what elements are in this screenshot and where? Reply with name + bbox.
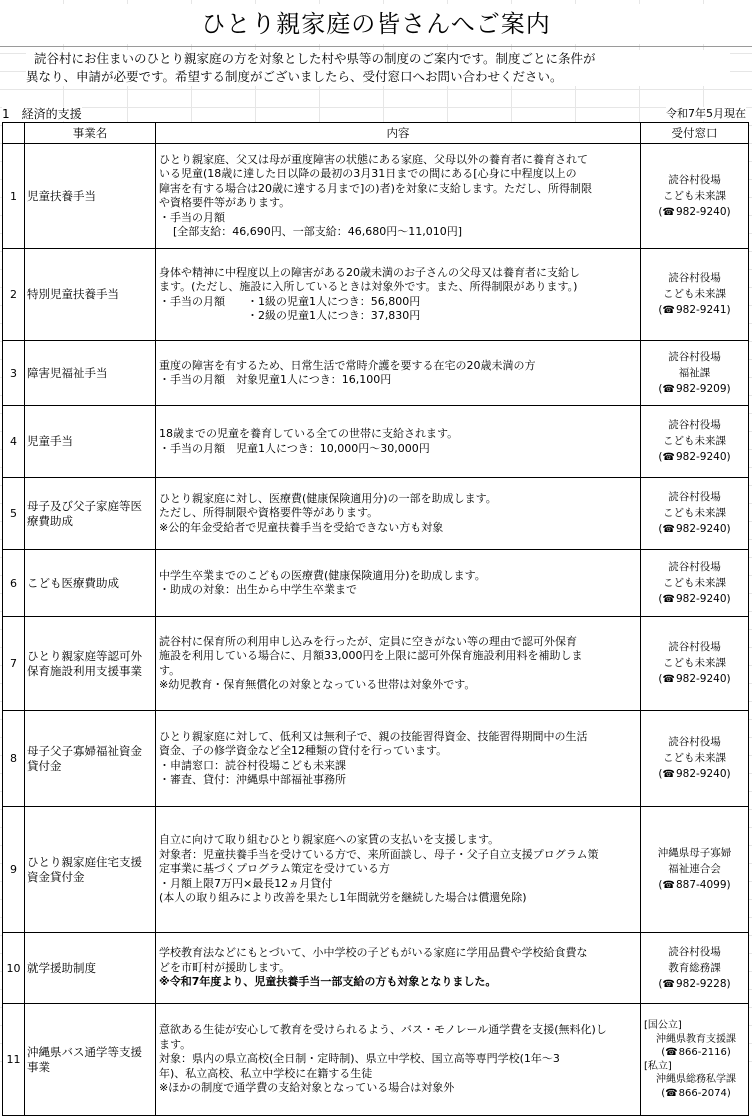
office-line: 読谷村役場 xyxy=(668,736,721,748)
content-line: 自立に向けて取り組むひとり親家庭への家賃の支払いを支援します。 xyxy=(159,833,500,847)
table-row xyxy=(3,711,749,807)
phone-icon: ☎ xyxy=(665,1047,678,1058)
office-info xyxy=(641,550,749,617)
content-line: 18歳までの児童を養育している全ての世帯に支給されます。 xyxy=(159,427,459,440)
content-line: ひとり親家庭に対し、医療費(健康保険適用分)の一部を助成します。 xyxy=(159,491,497,505)
header-office: 受付窓口 xyxy=(641,123,749,144)
table-row xyxy=(3,341,749,406)
row-number: 5 xyxy=(3,478,25,550)
content-line: どを市町村が援助します。 xyxy=(159,960,291,974)
content-line: 対象：県内の県立高校(全日制・定時制)、県立中学校、国立高等専門学校(1年～3 xyxy=(159,1052,560,1066)
table-row xyxy=(3,933,749,1004)
header-num xyxy=(3,123,25,144)
phone-number: 982-9209 xyxy=(675,382,727,395)
row-number: 2 xyxy=(3,249,25,341)
program-name: ひとり親家庭住宅支援資金貸付金 xyxy=(25,807,156,933)
phone-icon: ☎ xyxy=(662,674,675,685)
office-line: こども未来課 xyxy=(663,657,726,669)
content-line: や資格要件等があります。 xyxy=(159,196,291,209)
content-line: 障害を有する場合は20歳に達する月まで]の)者)を対象に支給します。ただし、所得制限 xyxy=(159,181,592,195)
content-line: ・審査、貸付：沖縄県中部福祉事務所 xyxy=(159,773,346,786)
content-line: いる児童(18歳に達した日以降の最初の3月31日までの間にある[心身に中程度以上の xyxy=(159,167,577,180)
content-line: 対象者：児童扶養手当を受けている方で、来所面談し、母子・父子自立支援プログラム策 xyxy=(159,847,599,861)
table-body xyxy=(3,144,749,1116)
office-phone: (☎982-9240) xyxy=(641,766,748,783)
phone-icon: ☎ xyxy=(662,769,675,780)
office-line: 読谷村役場 xyxy=(668,272,721,284)
program-name: 児童扶養手当 xyxy=(25,144,156,249)
row-number: 8 xyxy=(3,711,25,807)
content-line: ・2級の児童1人につき：37,830円 xyxy=(247,309,421,322)
office-phone: (☎982-9240) xyxy=(641,449,748,466)
program-name: 障害児福祉手当 xyxy=(25,341,156,406)
table-row xyxy=(3,249,749,341)
table-header-row xyxy=(3,123,749,144)
office-phone: (☎887-4099) xyxy=(641,877,748,894)
office-phone: (☎982-9240) xyxy=(641,521,748,538)
office-line: 沖縄県母子寡婦 xyxy=(657,847,732,859)
phone-number: 866-2116 xyxy=(678,1047,727,1058)
table-row xyxy=(3,478,749,550)
phone-number: 887-4099 xyxy=(675,879,727,891)
phone-icon: ☎ xyxy=(662,305,675,316)
office-line: 教育総務課 xyxy=(668,961,721,974)
content-line: 中学生卒業までのこどもの医療費(健康保険適用分)を助成します。 xyxy=(159,568,486,582)
content-line: ひとり親家庭、父又は母が重度障害の状態にある家庭、父母以外の養育者に養育されて xyxy=(159,152,588,166)
as-of-date: 令和7年5月現在 xyxy=(666,107,746,120)
office-category: [私立] xyxy=(644,1060,672,1072)
program-content xyxy=(156,249,641,341)
content-line: 重度の障害を有するため、日常生活で常時介護を要する在宅の20歳未満の方 xyxy=(159,358,536,372)
office-info xyxy=(641,1004,749,1116)
table-row xyxy=(3,1004,749,1116)
phone-icon: ☎ xyxy=(662,206,675,218)
phone-icon: ☎ xyxy=(665,1087,678,1099)
office-line: こども未来課 xyxy=(663,752,726,764)
table-row xyxy=(3,617,749,711)
program-name: 母子父子寡婦福祉資金貸付金 xyxy=(25,711,156,807)
content-line: ます。 xyxy=(159,1037,192,1051)
office-line: 読谷村役場 xyxy=(668,419,721,431)
program-content xyxy=(156,933,641,1004)
office-info xyxy=(641,341,749,406)
office-phone: (☎866-2074) xyxy=(661,1087,731,1099)
phone-number: 982-9228 xyxy=(675,977,727,990)
row-number: 4 xyxy=(3,406,25,478)
content-line: ただし、所得制限や資格要件等があります。 xyxy=(159,506,379,520)
office-line: 読谷村役場 xyxy=(668,491,721,503)
office-line: 沖縄県総務私学課 xyxy=(656,1074,736,1085)
office-line: 読谷村役場 xyxy=(668,173,721,186)
program-content xyxy=(156,807,641,933)
phone-icon: ☎ xyxy=(662,880,675,891)
content-line: ※公的年金受給者で児童扶養手当を受給できない方も対象 xyxy=(159,520,444,534)
program-content xyxy=(156,550,641,617)
office-phone: (☎982-9209) xyxy=(641,381,748,398)
office-line: 読谷村役場 xyxy=(668,641,721,653)
office-phone: (☎982-9228) xyxy=(641,976,748,993)
office-phone: (☎982-9240) xyxy=(641,204,748,221)
phone-number: 982-9241 xyxy=(675,304,727,316)
office-line: こども未来課 xyxy=(663,189,726,202)
content-line: ・手当の月額 対象児童1人につき：16,100円 xyxy=(159,373,392,386)
intro-line-1: 読谷村にお住まいのひとり親家庭の方を対象とした村や県等の制度のご案内です。制度ごとに条件が xyxy=(34,51,596,66)
page-title: ひとり親家庭の皆さんへご案内 xyxy=(0,4,752,44)
program-content xyxy=(156,406,641,478)
phone-number: 982-9240 xyxy=(675,451,727,463)
content-line: ・手当の月額 xyxy=(159,210,225,224)
office-line: 読谷村役場 xyxy=(668,560,721,573)
content-line: [全部支給：46,690円、一部支給：46,680円～11,010円] xyxy=(173,225,463,238)
program-content xyxy=(156,144,641,249)
content-line: 学校教育法などにもとづいて、小中学校の子どもがいる家庭に学用品費や学校給食費な xyxy=(159,946,588,960)
content-line: 資金、子の修学資金など全12種類の貸付を行っています。 xyxy=(159,744,448,757)
table-row xyxy=(3,144,749,249)
row-number: 1 xyxy=(3,144,25,249)
row-number: 11 xyxy=(3,1004,25,1116)
intro-text xyxy=(26,50,730,86)
row-number: 6 xyxy=(3,550,25,617)
content-line: 年)、私立高校、私立中学校に在籍する生徒 xyxy=(159,1066,373,1080)
content-line: ※幼児教育・保育無償化の対象となっている世帯は対象外です。 xyxy=(159,678,476,691)
office-info xyxy=(641,478,749,550)
row-number: 9 xyxy=(3,807,25,933)
row-number: 10 xyxy=(3,933,25,1004)
section-title: 1 経済的支援 xyxy=(2,107,82,121)
phone-icon: ☎ xyxy=(662,383,675,395)
content-line: (本人の取り組みにより改善を果たし1年間就労を継続した場合は償還免除) xyxy=(159,891,527,905)
content-line: ます。(ただし、施設に入所しているときは対象外です。また、所得制限があります。) xyxy=(159,280,578,293)
program-name: 就学援助制度 xyxy=(25,933,156,1004)
content-line: ・手当の月額 児童1人につき：10,000円～30,000円 xyxy=(159,441,430,455)
office-info xyxy=(641,406,749,478)
phone-number: 982-9240 xyxy=(675,205,727,218)
content-line: ・助成の対象：出生から中学生卒業まで xyxy=(159,583,357,596)
office-phone: (☎982-9241) xyxy=(641,302,748,319)
office-line: 福祉課 xyxy=(678,366,711,379)
row-number: 3 xyxy=(3,341,25,406)
title-divider xyxy=(0,46,752,47)
office-info xyxy=(641,933,749,1004)
phone-number: 982-9240 xyxy=(675,768,727,780)
content-line: ひとり親家庭に対して、低利又は無利子で、親の技能習得資金、技能習得期間中の生活 xyxy=(159,729,588,743)
office-info xyxy=(641,617,749,711)
office-line: 福祉連合会 xyxy=(668,863,721,875)
office-info xyxy=(641,249,749,341)
phone-number: 982-9240 xyxy=(675,592,727,605)
content-line: 読谷村に保育所の利用申し込みを行ったが、定員に空きがない等の理由で認可外保育 xyxy=(159,634,577,648)
phone-icon: ☎ xyxy=(662,978,675,990)
program-name: 児童手当 xyxy=(25,406,156,478)
phone-number: 982-9240 xyxy=(675,673,727,685)
office-info xyxy=(641,807,749,933)
program-content xyxy=(156,1004,641,1116)
content-line: ※令和7年度より、児童扶養手当一部支給の方も対象となりました。 xyxy=(159,975,497,989)
phone-icon: ☎ xyxy=(662,593,675,605)
row-number: 7 xyxy=(3,617,25,711)
content-line: 施設を利用している場合に、月額33,000円を上限に認可外保育施設利用料を補助しま xyxy=(159,649,583,662)
office-line: 読谷村役場 xyxy=(668,350,721,363)
office-phone: (☎866-2116) xyxy=(661,1047,731,1058)
content-line: ・月額上限7万円×最長12ヵ月貸付 xyxy=(159,876,333,890)
table-row xyxy=(3,807,749,933)
intro-line-2: 異なり、申請が必要です。希望する制度がございましたら、受付窓口へお問い合わせください。 xyxy=(26,69,563,84)
content-line: ・申請窓口：読谷村役場こども未来課 xyxy=(159,758,346,772)
office-phone: (☎982-9240) xyxy=(641,591,748,608)
office-phone: (☎982-9240) xyxy=(641,671,748,688)
office-info xyxy=(641,144,749,249)
program-name: 特別児童扶養手当 xyxy=(25,249,156,341)
office-line: 読谷村役場 xyxy=(668,945,721,958)
office-line: こども未来課 xyxy=(663,288,726,300)
content-line: ・手当の月額 ・1級の児童1人につき：56,800円 xyxy=(159,294,421,308)
phone-icon: ☎ xyxy=(662,452,675,463)
content-line: 身体や精神に中程度以上の障害がある20歳未満のお子さんの父母又は養育者に支給し xyxy=(159,265,580,279)
office-info xyxy=(641,711,749,807)
support-table xyxy=(2,122,749,1116)
header-name: 事業名 xyxy=(25,123,156,144)
office-line: こども未来課 xyxy=(663,507,726,519)
program-name: 沖縄県バス通学等支援事業 xyxy=(25,1004,156,1116)
office-line: 沖縄県教育支援課 xyxy=(656,1033,736,1045)
program-name: こども医療費助成 xyxy=(25,550,156,617)
office-category: [国公立] xyxy=(644,1020,682,1031)
table-row xyxy=(3,406,749,478)
program-name: ひとり親家庭等認可外保育施設利用支援事業 xyxy=(25,617,156,711)
header-content: 内容 xyxy=(156,123,641,144)
content-line: 意欲ある生徒が安心して教育を受けられるよう、バス・モノレール通学費を支援(無料化)し xyxy=(159,1023,607,1037)
phone-number: 982-9240 xyxy=(675,523,727,535)
program-content xyxy=(156,617,641,711)
phone-icon: ☎ xyxy=(662,524,675,535)
program-content xyxy=(156,711,641,807)
content-line: 定事業に基づくプログラム策定を受けている方 xyxy=(159,862,390,876)
program-content xyxy=(156,478,641,550)
table-row xyxy=(3,550,749,617)
phone-number: 866-2074 xyxy=(678,1087,727,1099)
program-content xyxy=(156,341,641,406)
content-line: す。 xyxy=(159,663,181,677)
content-line: ※ほかの制度で通学費の支給対象となっている場合は対象外 xyxy=(159,1081,455,1095)
office-line: こども未来課 xyxy=(663,576,726,589)
office-line: こども未来課 xyxy=(663,435,726,447)
program-name: 母子及び父子家庭等医療費助成 xyxy=(25,478,156,550)
